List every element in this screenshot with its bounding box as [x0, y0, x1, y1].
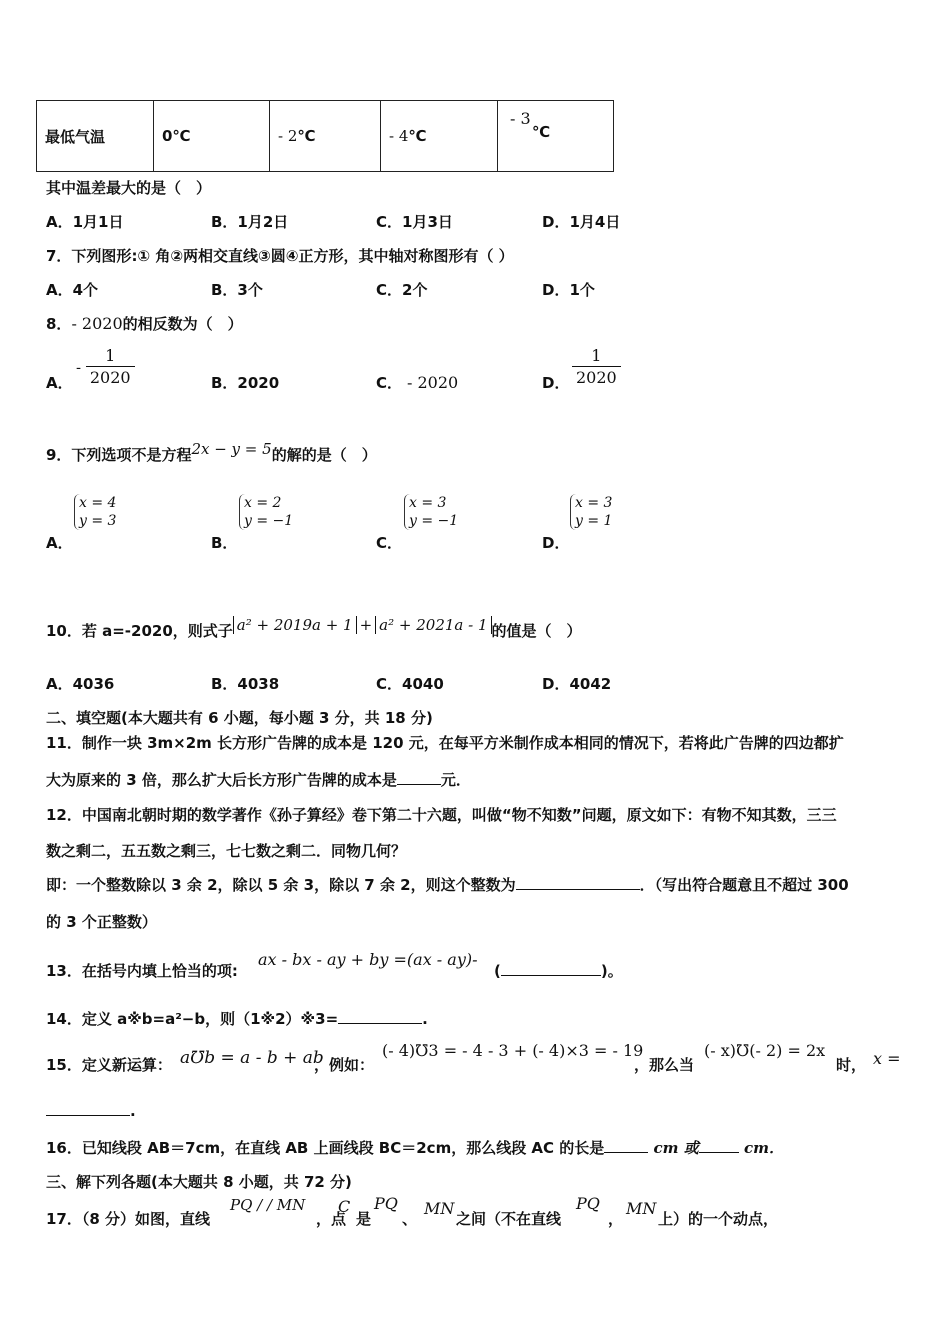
q10-option-a: A．4036	[46, 675, 115, 693]
q8-option-a-value	[76, 346, 135, 389]
system-eq: x = 2	[244, 495, 282, 511]
q8-number: 8．	[46, 315, 72, 333]
q13-stem: 13．在括号内填上恰当的项:	[46, 962, 238, 980]
q17-point: ，点	[316, 1210, 347, 1228]
q9-option-b-label: B．	[211, 534, 238, 552]
table-cell	[270, 101, 381, 172]
minus-sign: -	[76, 358, 82, 377]
fraction-denominator: 2020	[576, 368, 617, 387]
q10-stem-head: 10．若 a=-2020，则式子	[46, 622, 233, 640]
q12-line-2: 数之剩二，五五数之剩三，七七数之剩二．同物几何？	[46, 842, 407, 860]
q9-stem-tail: 的解的是（ ）	[271, 446, 377, 464]
q10-abs-term-1: a² + 2019a + 1	[233, 616, 357, 634]
q15-stem: 15．定义新运算：	[46, 1056, 172, 1074]
q8-stem-tail: 的相反数为（ ）	[122, 315, 243, 333]
q12-line-4: 的 3 个正整数）	[46, 913, 157, 931]
q17-mn: MN	[424, 1199, 455, 1218]
system-eq: x = 3	[409, 495, 447, 511]
q11-line-1: 11．制作一块 3m×2m 长方形广告牌的成本是 120 元，在每平方米制作成本相同的情况下，若将此广告牌的四边都扩	[46, 734, 844, 752]
q15-tail: .	[130, 1102, 136, 1120]
fraction-denominator: 2020	[89, 368, 131, 387]
q17-pq: PQ	[374, 1194, 398, 1213]
system-eq: x = 4	[79, 495, 117, 511]
q6-option-d: D．1月4日	[542, 213, 621, 231]
fraction	[572, 346, 621, 389]
q9-stem	[46, 440, 377, 465]
cell-value: - 2	[278, 127, 298, 145]
q15-when: ，那么当	[634, 1056, 695, 1074]
cell-value: - 4	[389, 127, 409, 145]
cell-value: 0℃	[162, 127, 191, 145]
system-eq: y = −1	[244, 513, 294, 529]
q16-unit-1: cm 或	[653, 1139, 699, 1157]
fraction-numerator: 1	[572, 346, 621, 367]
q9-system-d	[570, 494, 612, 530]
fraction-numerator: 1	[86, 346, 135, 367]
answer-blank[interactable]	[338, 1009, 422, 1024]
q8-stem	[46, 313, 243, 334]
q12-line-3-text: 即：一个整数除以 3 余 2，除以 5 余 3，除以 7 余 2，则这个整数为	[46, 876, 516, 894]
q9-system-c	[404, 494, 458, 530]
q9-option-d-label: D．	[542, 534, 570, 552]
q7-option-c: C．2个	[376, 281, 428, 299]
cell-unit: ℃	[297, 127, 316, 145]
answer-blank[interactable]	[516, 875, 640, 890]
q17-head: 17．（8 分）如图，直线	[46, 1210, 211, 1228]
q6-stem: 其中温差最大的是（ ）	[46, 179, 212, 197]
q10-stem-tail: 的值是（ ）	[491, 622, 582, 640]
table-cell	[498, 101, 614, 172]
q9-system-a	[74, 494, 116, 530]
q17-mn-2: MN	[626, 1199, 657, 1218]
q17-sep: 、	[402, 1210, 418, 1228]
q13-answer	[494, 960, 623, 981]
cell-unit: ℃	[532, 123, 551, 141]
q17-parallel: PQ / / MN	[230, 1196, 306, 1214]
paren-left: (	[494, 962, 501, 980]
temperature-table	[36, 100, 614, 172]
q8-expression: - 2020	[71, 314, 123, 333]
cell-unit: ℃	[408, 127, 427, 145]
answer-blank[interactable]	[604, 1138, 648, 1153]
q17-tail: 上）的一个动点，	[658, 1210, 779, 1228]
q7-option-d: D．1个	[542, 281, 595, 299]
q15-example-label: ，例如：	[314, 1056, 375, 1074]
q7-option-b: B．3个	[211, 281, 263, 299]
q6-option-b: B．1月2日	[211, 213, 289, 231]
q15-time: 时，	[836, 1056, 867, 1074]
section-2-heading: 二、填空题(本大题共有 6 小题，每小题 3 分，共 18 分)	[46, 709, 433, 727]
system-eq: x = 3	[575, 495, 613, 511]
system-eq: y = 1	[575, 513, 613, 529]
table-row	[37, 101, 614, 172]
q17-is: 是	[356, 1210, 372, 1228]
q17-c: C	[338, 1197, 351, 1216]
q15-example: (- 4)℧3 = - 4 - 3 + (- 4)×3 = - 19	[382, 1041, 644, 1060]
q16-unit-2: cm．	[743, 1139, 784, 1157]
q7-option-a: A．4个	[46, 281, 99, 299]
q15-definition: a℧b = a - b + ab	[180, 1048, 324, 1068]
q9-option-c-label: C．	[376, 534, 403, 552]
q17-pq-2: PQ	[576, 1194, 600, 1213]
q6-option-c: C．1月3日	[376, 213, 453, 231]
q15-answer-line	[46, 1101, 136, 1120]
q8-option-b: B．2020	[211, 374, 280, 392]
q11-line-2-text: 大为原来的 3 倍，那么扩大后长方形广告牌的成本是	[46, 771, 397, 789]
section-3-heading: 三、解下列各题(本大题共 8 小题，共 72 分)	[46, 1173, 352, 1191]
q9-equation: 2x − y = 5	[191, 440, 272, 458]
answer-blank[interactable]	[699, 1138, 739, 1153]
q12-line-1: 12．中国南北朝时期的数学著作《孙子算经》卷下第二十六题，叫做“物不知数”问题，原文如下：有物不知其数，三三	[46, 806, 837, 824]
q8-option-c-label: C．	[376, 374, 403, 392]
q17-comma: ，	[608, 1210, 624, 1228]
q10-stem	[46, 616, 582, 641]
answer-blank[interactable]	[501, 961, 601, 976]
q11-line-2-tail: 元．	[440, 771, 471, 789]
q10-abs-term-2: a² + 2021a - 1	[375, 616, 491, 634]
paren-right: )。	[600, 962, 623, 980]
q8-option-d-label: D．	[542, 374, 570, 392]
q8-option-a-label: A．	[46, 374, 73, 392]
answer-blank[interactable]	[46, 1101, 130, 1116]
q9-system-b	[239, 494, 293, 530]
fraction	[86, 346, 135, 389]
q12-line-3	[46, 874, 849, 895]
q11-line-2	[46, 769, 471, 790]
q15-condition: (- x)℧(- 2) = 2x	[704, 1041, 826, 1060]
table-row-label: 最低气温	[37, 101, 154, 172]
q15-x-equals: x =	[873, 1049, 901, 1068]
q16-stem	[46, 1137, 784, 1158]
system-eq: y = 3	[79, 513, 117, 529]
q14-text: 14．定义 a※b=a²−b，则（1※2）※3=	[46, 1010, 339, 1028]
q10-option-c: C．4040	[376, 675, 444, 693]
q7-stem: 7．下列图形:① 角②两相交直线③圆④正方形，其中轴对称图形有（ ）	[46, 247, 514, 265]
q10-option-b: B．4038	[211, 675, 280, 693]
q8-option-d-value	[572, 346, 621, 389]
q10-plus: +	[359, 616, 373, 634]
table-cell	[381, 101, 498, 172]
q10-option-d: D．4042	[542, 675, 612, 693]
q13-expression: ax - bx - ay + by =(ax - ay)-	[258, 950, 478, 969]
q9-option-a-label: A．	[46, 534, 73, 552]
q14-tail: .	[422, 1010, 428, 1028]
cell-value: - 3	[510, 109, 531, 128]
system-eq: y = −1	[409, 513, 459, 529]
answer-blank[interactable]	[397, 770, 441, 785]
q14-stem	[46, 1008, 428, 1029]
q12-line-3-tail: ．（写出符合题意且不超过 300	[639, 876, 849, 894]
q8-option-c-value: - 2020	[407, 373, 459, 392]
q6-option-a: A．1月1日	[46, 213, 124, 231]
q9-stem-head: 9．下列选项不是方程	[46, 446, 192, 464]
q16-text: 16．已知线段 AB＝7cm，在直线 AB 上画线段 BC＝2cm，那么线段 AC 的长是	[46, 1139, 605, 1157]
table-cell	[154, 101, 270, 172]
q17-between: 之间（不在直线	[456, 1210, 562, 1228]
